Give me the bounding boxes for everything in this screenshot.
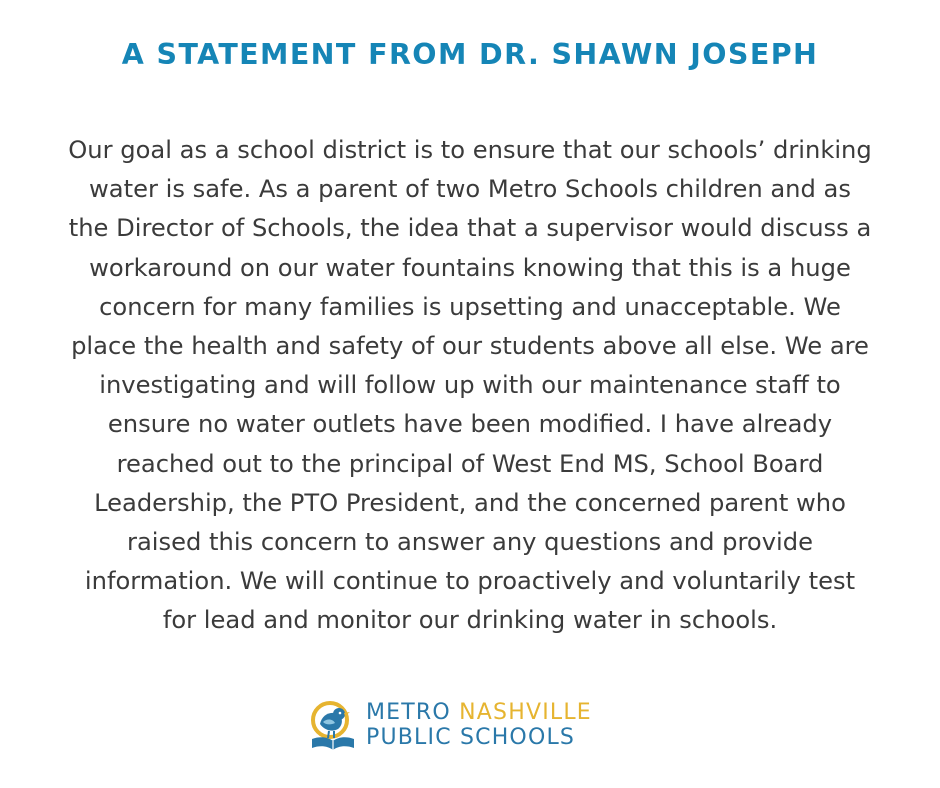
statement-line: information. We will continue to proactively and voluntarily test [84, 567, 856, 596]
bird-on-book-logo-icon [308, 698, 358, 754]
statement-line: workaround on our water fountains knowing that this is a huge [89, 253, 851, 282]
logo-wordmark [366, 700, 592, 750]
school-district-logo [308, 698, 638, 754]
logo-word-metro: METRO [366, 700, 451, 725]
statement-line: water is safe. As a parent of two Metro Schools children and as [89, 175, 851, 204]
statement-line: raised this concern to answer any questions and provide [127, 528, 813, 557]
statement-line: for lead and monitor our drinking water in schools. [162, 606, 778, 635]
statement-body [10, 131, 930, 641]
statement-line: Leadership, the PTO President, and the concerned parent who [94, 488, 846, 517]
statement-line: Our goal as a school district is to ensure that our schools’ drinking [68, 136, 872, 164]
statement-line: place the health and safety of our students above all else. We are [71, 332, 869, 361]
statement-line: ensure no water outlets have been modified. I have already [107, 410, 833, 439]
logo-word-public-schools: PUBLIC SCHOOLS [366, 725, 576, 750]
statement-line: reached out to the principal of West End MS, School Board [116, 449, 824, 478]
statement-line: concern for many families is upsetting and unacceptable. We [99, 292, 841, 321]
page-title: A STATEMENT FROM DR. SHAWN JOSEPH [121, 38, 819, 71]
logo-word-nashville: NASHVILLE [459, 700, 592, 725]
statement-line: the Director of Schools, the idea that a supervisor would discuss a [68, 214, 872, 243]
statement-line: investigating and will follow up with our maintenance staff to [99, 371, 841, 400]
